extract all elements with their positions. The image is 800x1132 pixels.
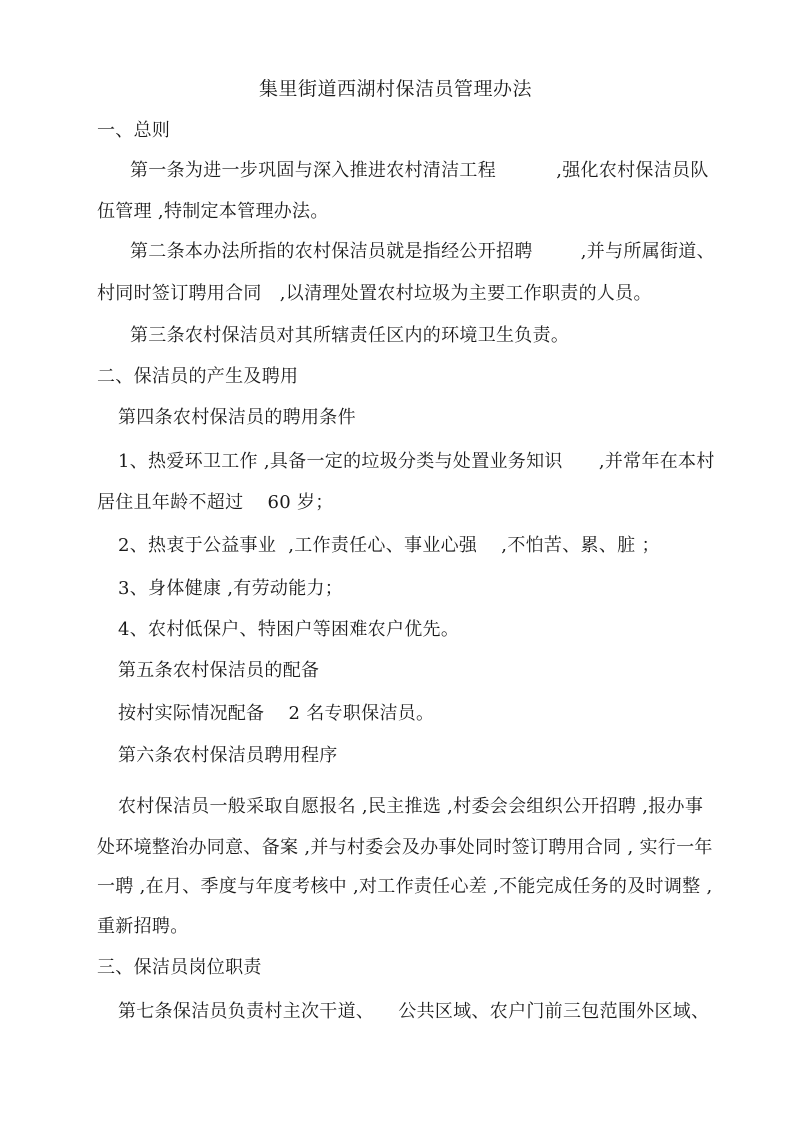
paragraph-line: 农村保洁员一般采取自愿报名 ,民主推选 ,村委会会组织公开招聘 ,报办事 [118, 796, 704, 817]
paragraph-line: 重新招聘。 [97, 916, 189, 937]
section-heading-hiring: 二、保洁员的产生及聘用 [97, 366, 299, 387]
paragraph-line: 第五条农村保洁员的配备 [118, 660, 320, 681]
paragraph-line: 2、热衷于公益事业 ,工作责任心、事业心强 ,不怕苦、累、脏 ； [118, 535, 660, 556]
paragraph-line: 3、身体健康 ,有劳动能力； [118, 578, 344, 599]
paragraph-line: 4、农村低保户、特困户等困难农户优先。 [118, 619, 460, 640]
paragraph-line: 第四条农村保洁员的聘用条件 [118, 407, 356, 428]
paragraph-line: 第一条为进一步巩固与深入推进农村清洁工程 ,强化农村保洁员队 [130, 160, 709, 181]
document-title: 集里街道西湖村保洁员管理办法 [259, 78, 533, 100]
paragraph-line: 按村实际情况配备 2 名专职保洁员。 [118, 703, 435, 724]
paragraph-line: 第二条本办法所指的农村保洁员就是指经公开招聘 ,并与所属街道、 [130, 241, 715, 262]
paragraph-line: 村同时签订聘用合同 ,以清理处置农村垃圾为主要工作职责的人员。 [97, 283, 652, 304]
paragraph-line: 居住且年龄不超过 60 岁； [97, 492, 334, 513]
paragraph-line: 第六条农村保洁员聘用程序 [118, 745, 338, 766]
paragraph-line: 处环境整治办同意、备案 ,并与村委会及办事处同时签订聘用合同 , 实行一年 [97, 837, 713, 858]
paragraph-line: 第七条保洁员负责村主次干道、 公共区域、农户门前三包范围外区域、 [118, 1001, 710, 1022]
section-heading-general: 一、总则 [97, 120, 171, 141]
paragraph-line: 第三条农村保洁员对其所辖责任区内的环境卫生负责。 [130, 325, 570, 346]
paragraph-line: 伍管理 ,特制定本管理办法。 [97, 201, 329, 222]
paragraph-line: 1、热爱环卫工作 ,具备一定的垃圾分类与处置业务知识 ,并常年在本村 [118, 451, 715, 472]
section-heading-duties: 三、保洁员岗位职责 [97, 957, 262, 978]
paragraph-line: 一聘 ,在月、季度与年度考核中 ,对工作责任心差 ,不能完成任务的及时调整 , [97, 876, 713, 897]
